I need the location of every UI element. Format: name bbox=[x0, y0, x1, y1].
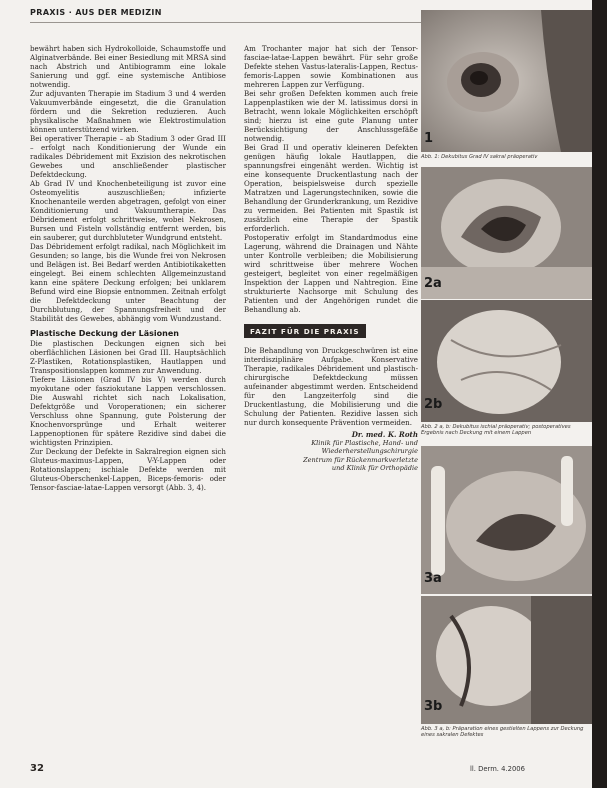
figure-caption: Abb. 3 a, b: Präparation eines gestielten Lappens zur Deckung eines sakralen Defektes bbox=[421, 726, 584, 739]
paragraph: Am Trochanter major hat sich der Tensor-fasciae-latae-Lappen bewährt. Für sehr große Defekte stehen Vastus-lateralis-Lappen, Rectus-femoris-Lappen sowie Kombinationen aus mehreren Lappen zur Verfügung. bbox=[244, 44, 418, 89]
paragraph: Postoperativ erfolgt im Standardmodus eine Lagerung, während die Drainagen und Nähte unter Kontrolle verbleiben; die Mobilisierung wird schrittweise über mehrere Wochen gesteigert, begleitet von einer regelmäßigen Inspektion der Lappen und Nahtregion. Eine strukturierte Nachsorge mit Schulung des Patienten und der Angehörigen rundet die Behandlung ab. bbox=[244, 233, 418, 314]
author-affiliation: und Klinik für Orthopädie bbox=[331, 464, 418, 473]
author-affiliation: Zentrum für Rückenmarkverletzte bbox=[303, 455, 418, 464]
page-number: 32 bbox=[30, 763, 44, 774]
figure-label: 3b bbox=[424, 699, 443, 714]
paragraph: Bei operativer Therapie – ab Stadium 3 oder Grad III – erfolgt nach Konditionierung der Wunde ein radikales Débridement mit Exzision des nekrotischen Gewebes und anschließender plastischer Defektdeckung. bbox=[30, 134, 226, 179]
figure-label: 2a bbox=[424, 276, 442, 291]
figure-3a-photo bbox=[421, 446, 592, 594]
section-title: PRAXIS · AUS DER MEDIZIN bbox=[30, 8, 162, 17]
paragraph: Tiefere Läsionen (Grad IV bis V) werden durch myokutane oder fasziokutane Lappen verschlossen. Die Auswahl richtet sich nach Lokalisation, Defektgröße und Voroperationen; ein sicherer Verschluss ohne Spannung, gute Polsterung der Knochenvorsprünge und Erhalt weiterer Lappenoptionen für spätere Rezidive sind dabei die wichtigsten Prinzipien. bbox=[30, 375, 226, 447]
figure-3b-photo bbox=[421, 596, 592, 724]
text-column-2 bbox=[244, 44, 418, 473]
figure-caption: Abb. 2 a, b: Dekubitus ischial präoperativ; postoperatives Ergebnis nach Deckung mit einem Lappen bbox=[421, 424, 571, 437]
paragraph: Bei Grad II und operativ kleineren Defekten genügen häufig lokale Hautlappen, die spannungsfrei eingenäht werden. Wichtig ist eine konsequente Druckentlastung nach der Operation, beispielsweise durch spezielle Matratzen und Lagerungstechniken, sowie die Behandlung der Grunderkrankung, um Rezidive zu vermeiden. Bei Patienten mit Spastik ist zusätzlich eine Therapie der Spastik erforderlich. bbox=[244, 143, 418, 233]
paragraph: Die Behandlung von Druckgeschwüren ist eine interdisziplinäre Aufgabe. Konservative Therapie, radikales Débridement und plastisch-chirurgische Defektdeckung müssen aufeinander abgestimmt werden. Entscheidend für den Langzeiterfolg sind die Druckentlastung, die Mobilisierung und die Schulung der Patienten. Rezidive lassen sich nur durch konsequente Prävention vermeiden. bbox=[244, 346, 418, 427]
paragraph: Die plastischen Deckungen eignen sich bei oberflächlichen Läsionen bei Grad III. Hauptsächlich Z-Plastiken, Rotationsplastiken, Hautlappen und Transpositionslappen kommen zur Anwendung. bbox=[30, 339, 226, 375]
journal-source: ll. Derm. 4.2006 bbox=[470, 765, 525, 773]
author-name: Dr. med. K. Roth bbox=[351, 430, 418, 439]
figure-2a-photo bbox=[421, 167, 592, 299]
summary-label: FAZIT FÜR DIE PRAXIS bbox=[244, 324, 366, 338]
figure-label: 3a bbox=[424, 571, 442, 586]
subheading: Plastische Deckung der Läsionen bbox=[30, 329, 179, 338]
paragraph: Ab Grad IV und Knochenbeteiligung ist zuvor eine Osteomyelitis auszuschließen; infizierte Knochenanteile werden abgetragen, gefolgt von einer Konditionierung und Vakuumtherapie. Das Débridement erfolgt schrittweise, wobei Nekrosen, Bursen und Fisteln vollständig entfernt werden, bis ein sauberer, gut durchbluteter Wundgrund entsteht. bbox=[30, 179, 226, 242]
page-edge-strip bbox=[592, 0, 607, 788]
figure-caption: Abb. 1: Dekubitus Grad IV sakral präoperativ bbox=[421, 154, 538, 160]
paragraph: Zur adjuvanten Therapie im Stadium 3 und 4 werden Vakuumverbände eingesetzt, die die Granulation fördern und die Sekretion reduzieren. Auch physikalische Maßnahmen wie Elektrostimulation können unterstützend wirken. bbox=[30, 89, 226, 134]
author-signature bbox=[244, 430, 418, 473]
paragraph: Bei sehr großen Defekten kommen auch freie Lappenplastiken wie der M. latissimus dorsi in Betracht, wenn lokale Möglichkeiten erschöpft sind; hierzu ist eine gute Planung unter Berücksichtigung der Anschlussgefäße notwendig. bbox=[244, 89, 418, 143]
figure-label: 1 bbox=[424, 131, 434, 146]
text-column-1 bbox=[30, 44, 226, 492]
figure-2b-photo bbox=[421, 300, 592, 422]
header-divider bbox=[30, 22, 422, 23]
figure-1-photo bbox=[421, 10, 592, 152]
paragraph: bewährt haben sich Hydrokolloide, Schaumstoffe und Alginatverbände. Bei einer Besiedlung mit MRSA sind nach Abstrich und Antibiogramm eine lokale Sanierung und ggf. eine systemische Antibiose notwendig. bbox=[30, 44, 226, 89]
author-affiliation: Klinik für Plastische, Hand- und Wiederherstellungschirurgie bbox=[311, 439, 418, 456]
figure-label: 2b bbox=[424, 397, 443, 412]
paragraph: Zur Deckung der Defekte in Sakralregion eignen sich Gluteus-maximus-Lappen, V-Y-Lappen oder Rotationslappen; ischiale Defekte werden mit Gluteus-Oberschenkel-Lappen, Biceps-femoris- oder Tensor-fasciae-latae-Lappen versorgt (Abb. 3, 4). bbox=[30, 447, 226, 492]
paragraph: Das Débridement erfolgt radikal, nach Möglichkeit im Gesunden; so lange, bis die Wunde frei von Nekrosen und Belägen ist. Bei Bedarf werden Antibiotikaketten eingelegt. Bei einem schlechten Allgemeinzustand kann eine spätere Deckung erfolgen; bei unklarem Befund wird eine Biopsie entnommen. Zeitnah erfolgt die Defektdeckung unter Beachtung der Durchblutung, der Spannungsfreiheit und der Stabilität des Gewebes, abhängig vom Wundzustand. bbox=[30, 242, 226, 323]
